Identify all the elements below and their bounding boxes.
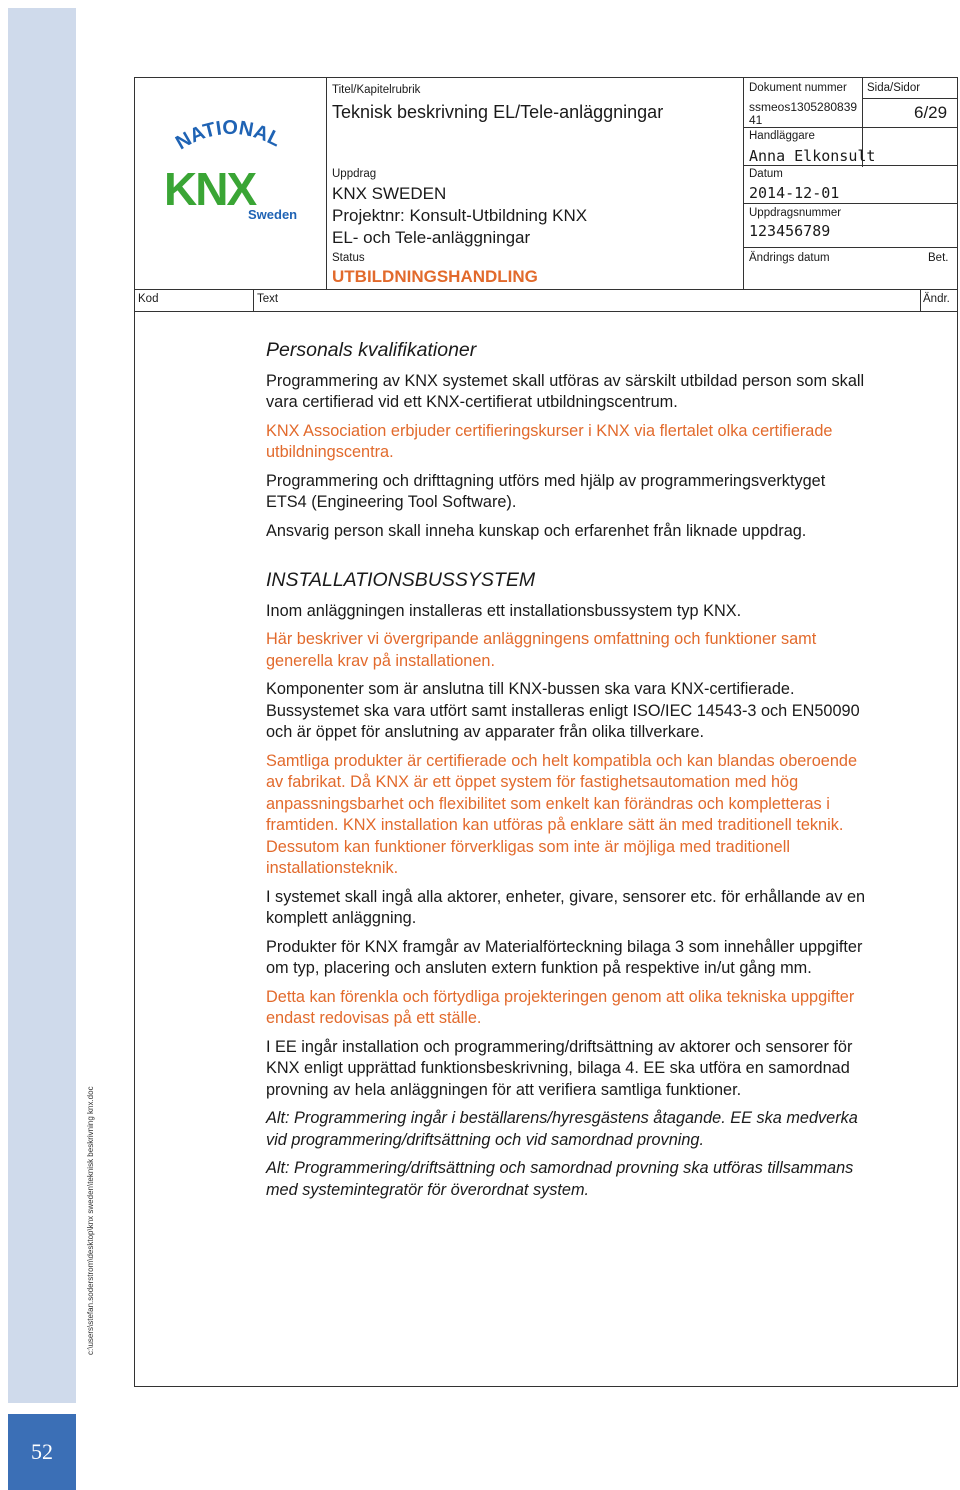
left-margin-bar (8, 8, 76, 1403)
logo-top-text: NATIONAL (172, 116, 285, 155)
row-line-4 (743, 247, 958, 248)
paragraph-2: KNX Association erbjuder certifieringskurser i KNX via flertalet olka certifierade utbildningscentra. (266, 421, 833, 461)
dokument-value-2: 41 (749, 113, 763, 127)
sida-label: Sida/Sidor (867, 82, 921, 94)
kod-label: Kod (138, 293, 159, 305)
andr-label: Ändr. (923, 293, 950, 305)
paragraph-4: Ansvarig person skall inneha kunskap och erfarenhet från liknade uppdrag. (266, 521, 807, 540)
logo-main-text: KNX (164, 163, 256, 215)
section-heading-personal: Personals kvalifikationer (266, 339, 477, 361)
paragraph-12: I EE ingår installation och programmering/driftsättning av aktorer och sensorer för KNX enligt upprättad funktionsbeskrivning, bilaga 4. EE ska utföra en samordnad provning av hela anläggningen för att verifiera samtliga funktioner. (266, 1037, 853, 1099)
uppdrag-line-2: Projektnr: Konsult-Utbildning KNX (332, 206, 588, 225)
paragraph-13: Alt: Programmering ingår i beställarens/hyresgästens åtagande. EE ska medverka vid programmering/driftsättning och vid samordnad provning. (266, 1109, 858, 1149)
uppdrag-line-3: EL- och Tele-anläggningar (332, 228, 531, 247)
paragraph-9: I systemet skall ingå alla aktorer, enheter, givare, sensorer etc. för erhållande av en komplett anläggning. (266, 887, 866, 927)
row-line-2 (743, 165, 958, 166)
uppdragsnummer-label: Uppdragsnummer (749, 207, 842, 219)
uppdrag-line-1: KNX SWEDEN (332, 184, 447, 203)
body-content (266, 340, 866, 1208)
status-value: UTBILDNINGSHANDLING (332, 267, 538, 286)
page-number-box (8, 1414, 76, 1490)
logo-sub-text: Sweden (248, 207, 298, 222)
paragraph-8: Samtliga produkter är certifierade och helt kompatibla och kan blandas oberoende av fabrikat. Då KNX är ett öppet system för fastighetsautomation med hög anpassningsbarhet och flexibilitet som enkelt kan förändras och kompletteras i framtiden. KNX installation kan utföras på enklare sätt än med traditionell teknik. Dessutom kan funktioner förverkligas som inte är möjliga med traditionell installationsteknik. (266, 751, 858, 877)
logo-divider (326, 77, 327, 289)
paragraph-14: Alt: Programmering/driftsättning och samordnad provning ska utföras tillsammans med systemintegratör för överordnat system. (266, 1159, 854, 1199)
paragraph-5: Inom anläggningen installeras ett installationsbussystem typ KNX. (266, 601, 742, 620)
status-label: Status (332, 252, 365, 264)
paragraph-10: Produkter för KNX framgår av Materialförteckning bilaga 3 som innehåller uppgifter om typ, placering och ansluten extern funktion på respektive in/ut gång mm. (266, 937, 863, 977)
title-value: Teknisk beskrivning EL/Tele-anläggningar (332, 102, 664, 122)
kod-divider (253, 289, 254, 311)
paragraph-6: Här beskriver vi övergripande anläggningens omfattning och funktioner samt generella krav på installationen. (266, 630, 817, 670)
datum-label: Datum (749, 168, 783, 180)
uppdrag-label: Uppdrag (332, 168, 377, 180)
sida-underline (862, 98, 958, 99)
header-bottom-line (134, 289, 958, 290)
section-heading-installation: INSTALLATIONSBUSSYSTEM (266, 569, 536, 591)
title-label: Titel/Kapitelrubrik (332, 84, 421, 96)
dokument-label: Dokument nummer (749, 82, 847, 94)
handlaggare-label: Handläggare (749, 130, 815, 142)
andrings-datum-label: Ändrings datum (749, 252, 830, 264)
paragraph-3: Programmering och drifttagning utförs med hjälp av programmeringsverktyget ETS4 (Engineering Tool Software). (266, 471, 826, 511)
middle-divider (743, 77, 744, 289)
uppdragsnummer-value: 123456789 (749, 222, 831, 240)
andr-divider (920, 289, 921, 311)
paragraph-1: Programmering av KNX systemet skall utföras av särskilt utbildad person som skall vara certifierad vid ett KNX-certifierat utbildningscentrum. (266, 371, 865, 411)
knx-national-logo (160, 112, 305, 222)
row-line-3 (743, 203, 958, 204)
page-number: 52 (31, 1439, 53, 1464)
paragraph-11: Detta kan förenkla och förtydliga projekteringen genom att olika tekniska uppgifter endast redovisas på ett ställe. (266, 987, 855, 1027)
datum-value: 2014-12-01 (749, 184, 840, 202)
handlaggare-value: Anna Elkonsult (749, 147, 876, 165)
paragraph-7: Komponenter som är anslutna till KNX-bussen ska vara KNX-certifierade. Bussystemet ska vara utfört samt installeras enligt ISO/IEC 14543-3 och EN50090 och är öppet för anslutning av apparater från olika tillverkare. (266, 680, 860, 741)
text-label: Text (257, 293, 279, 305)
bet-label: Bet. (928, 252, 949, 264)
kod-row-line (134, 311, 958, 312)
dokument-value-1: ssmeos1305280839 (749, 100, 858, 114)
sida-value: 6/29 (914, 103, 948, 122)
row-line-1 (743, 127, 958, 128)
file-path: c:\users\stefan.soderstrom\desktop\knx sweden\teknisk beskrivning knx.doc (86, 1086, 95, 1355)
